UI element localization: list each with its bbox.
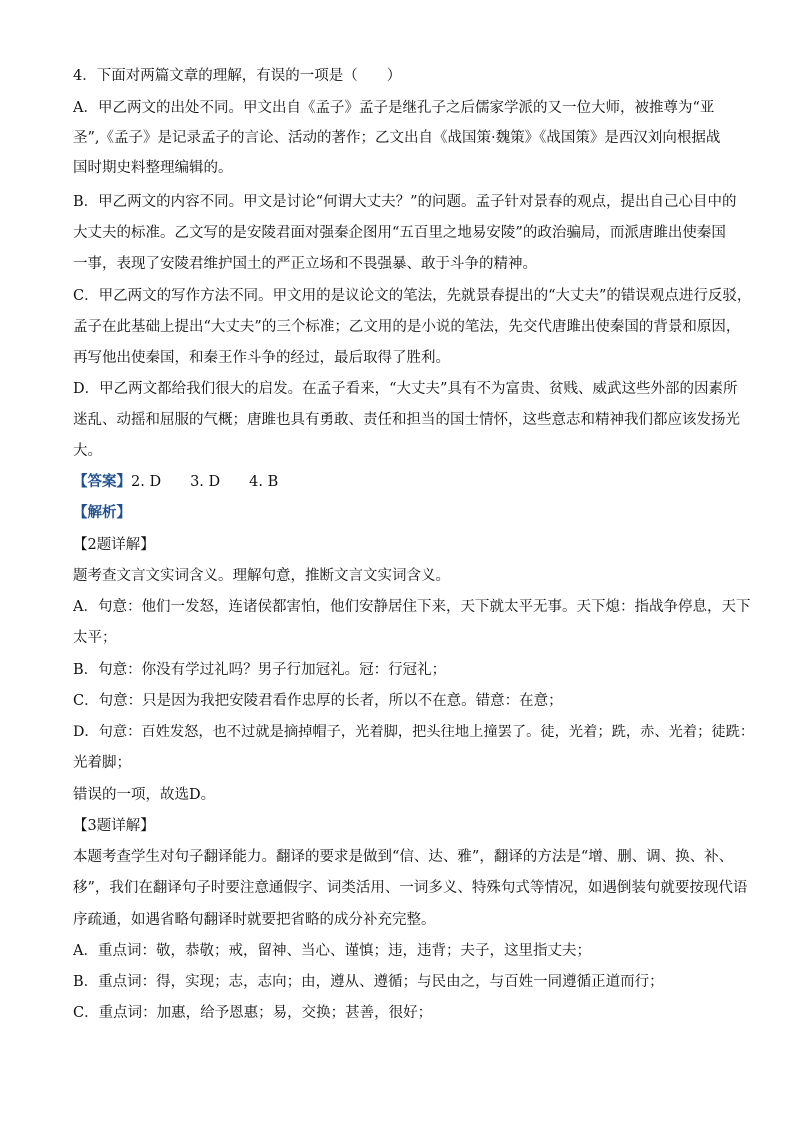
analysis-label: 【解析】 (73, 504, 131, 521)
option-a-line-1: A．甲乙两文的出处不同。甲文出自《孟子》孟子是继孔子之后儒家学派的又一位大师，被推尊为“亚 (73, 100, 715, 116)
q3-line-5: B．重点词：得，实现；志，志向；由，遵从、遵循；与民由之，与百姓一同遵循正道而行； (73, 974, 664, 990)
option-c-line-3: 再写他出使秦国，和秦王作斗争的经过，最后取得了胜利。 (73, 350, 450, 366)
q2-line-5: C．句意：只是因为我把安陵君看作忠厚的长者，所以不在意。错意：在意； (73, 693, 563, 709)
q2-line-1: 题考查文言文实词含义。理解句意，推断文言文实词含义。 (73, 568, 450, 584)
q2-line-8: 错误的一项，故选D。 (73, 787, 216, 803)
option-b-line-2: 大丈夫的标准。乙文写的是安陵君面对强秦企图用“五百里之地易安陵”的政治骗局，而派唐雎出使秦国 (73, 225, 726, 241)
q2-line-2: A．句意：他们一发怒，连诸侯都害怕，他们安静居住下来，天下就太平无事。天下熄：指战争停息，天下 (73, 599, 751, 615)
answer-values: 2. D 3. D 4. B (131, 474, 279, 490)
answer-row (73, 472, 278, 492)
option-d-line-1: D．甲乙两文都给我们很大的启发。在孟子看来，“大丈夫”具有不为富贵、贫贱、威武这些外部的因素所 (73, 381, 738, 397)
option-b-line-1: B．甲乙两文的内容不同。甲文是讨论“何谓大丈夫？”的问题。孟子针对景春的观点，提出自己心目中的 (73, 194, 737, 210)
q3-line-2: 移”，我们在翻译句子时要注意通假字、词类活用、一词多义、特殊句式等情况，如遇倒装句就要按现代语 (73, 880, 748, 896)
q2-line-6: D．句意：百姓发怒，也不过就是摘掉帽子，光着脚，把头往地上撞罢了。徒，光着；跣，赤、光着；徒跣： (73, 724, 755, 740)
q3-line-3: 序疏通，如遇省略句翻译时就要把省略的成分补充完整。 (73, 912, 436, 928)
option-a-line-2: 圣”,《孟子》是记录孟子的言论、活动的著作；乙文出自《战国策·魏策》《战国策》是西汉刘向根据战 (73, 130, 721, 146)
q3-line-4: A．重点词：敬，恭敬；戒，留神、当心、谨慎；违，违背；夫子，这里指丈夫； (73, 943, 591, 959)
option-d-line-3: 大。 (73, 443, 102, 459)
option-a-line-3: 国时期史料整理编辑的。 (73, 160, 233, 176)
q3-line-1: 本题考查学生对句子翻译能力。翻译的要求是做到“信、达、雅”，翻译的方法是“增、删、调、换、补、 (73, 849, 734, 865)
question-4-stem: 4．下面对两篇文章的理解，有误的一项是（ ） (73, 68, 402, 84)
q2-line-3: 太平； (73, 630, 117, 646)
answer-label: 【答案】 (73, 473, 131, 490)
q3-line-6: C．重点词：加惠，给予恩惠；易，交换；甚善，很好； (73, 1005, 433, 1021)
q2-line-7: 光着脚； (73, 755, 131, 771)
option-d-line-2: 迷乱、动摇和屈服的气概；唐雎也具有勇敢、责任和担当的国士情怀，这些意志和精神我们都应该发扬光 (73, 412, 740, 428)
option-c-line-2: 孟子在此基础上提出“大丈夫”的三个标准；乙文用的是小说的笔法，先交代唐雎出使秦国的背景和原因， (73, 319, 741, 335)
option-c-line-1: C．甲乙两文的写作方法不同。甲文用的是议论文的笔法，先就景春提出的“大丈夫”的错误观点进行反驳， (73, 288, 752, 304)
option-b-line-3: 一事，表现了安陵君维护国土的严正立场和不畏强暴、敢于斗争的精神。 (73, 256, 537, 272)
q3-title: 【3题详解】 (73, 818, 155, 834)
q2-title: 【2题详解】 (73, 537, 155, 553)
q2-line-4: B．句意：你没有学过礼吗？男子行加冠礼。冠：行冠礼； (73, 662, 447, 678)
